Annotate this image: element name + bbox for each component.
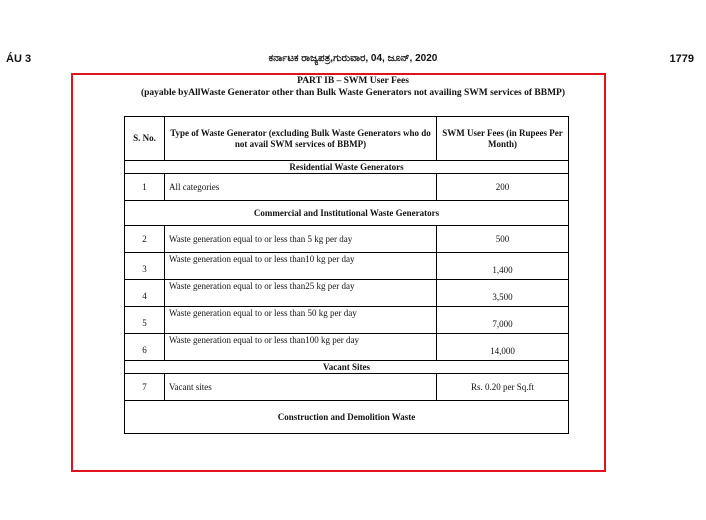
row-type: All categories xyxy=(165,174,437,201)
table-row xyxy=(125,307,569,334)
table-row xyxy=(125,174,569,201)
row-type: Waste generation equal to or less than25 kg per day xyxy=(165,280,437,307)
row-sno: 6 xyxy=(125,334,165,361)
page-label: ÁU 3 xyxy=(6,53,32,65)
header-type: Type of Waste Generator (excluding Bulk Waste Generators who do not avail SWM services of BBMP) xyxy=(165,117,437,161)
table-row xyxy=(125,374,569,401)
row-type: Waste generation equal to or less than 50 kg per day xyxy=(165,307,437,334)
row-fee: 500 xyxy=(437,226,569,253)
row-sno: 3 xyxy=(125,253,165,280)
section-row-residential xyxy=(125,161,569,174)
section-title: Vacant Sites xyxy=(125,361,569,374)
row-sno: 2 xyxy=(125,226,165,253)
table-row xyxy=(125,226,569,253)
row-sno: 4 xyxy=(125,280,165,307)
section-title: Construction and Demolition Waste xyxy=(125,401,569,434)
row-type: Waste generation equal to or less than100 kg per day xyxy=(165,334,437,361)
section-row-construction xyxy=(125,401,569,434)
table-row xyxy=(125,280,569,307)
section-title: Commercial and Institutional Waste Generators xyxy=(125,201,569,226)
row-fee: Rs. 0.20 per Sq.ft xyxy=(437,374,569,401)
row-sno: 1 xyxy=(125,174,165,201)
row-sno: 7 xyxy=(125,374,165,401)
section-row-commercial xyxy=(125,201,569,226)
fees-table xyxy=(124,116,569,434)
part-subtitle: (payable byAllWaste Generator other than Bulk Waste Generators not availing SWM services of BBMP) xyxy=(140,88,566,98)
row-fee: 3,500 xyxy=(437,280,569,307)
table-row xyxy=(125,334,569,361)
section-row-vacant xyxy=(125,361,569,374)
header-sno: S. No. xyxy=(125,117,165,161)
section-title: Residential Waste Generators xyxy=(125,161,569,174)
part-title: PART IB – SWM User Fees xyxy=(297,76,409,86)
row-fee: 14,000 xyxy=(437,334,569,361)
table-header-row xyxy=(125,117,569,161)
header-fee: SWM User Fees (in Rupees Per Month) xyxy=(437,117,569,161)
row-fee: 200 xyxy=(437,174,569,201)
page-number: 1779 xyxy=(669,53,694,65)
row-type: Waste generation equal to or less than 5 kg per day xyxy=(165,226,437,253)
table-row xyxy=(125,253,569,280)
row-fee: 1,400 xyxy=(437,253,569,280)
row-sno: 5 xyxy=(125,307,165,334)
row-type: Waste generation equal to or less than10 kg per day xyxy=(165,253,437,280)
row-fee: 7,000 xyxy=(437,307,569,334)
gazette-header: ಕರ್ನಾಟಕ ರಾಜ್ಯಪತ್ರ,ಗುರುವಾರ, 04, ಜೂನ್, 2020 xyxy=(268,53,438,64)
row-type: Vacant sites xyxy=(165,374,437,401)
